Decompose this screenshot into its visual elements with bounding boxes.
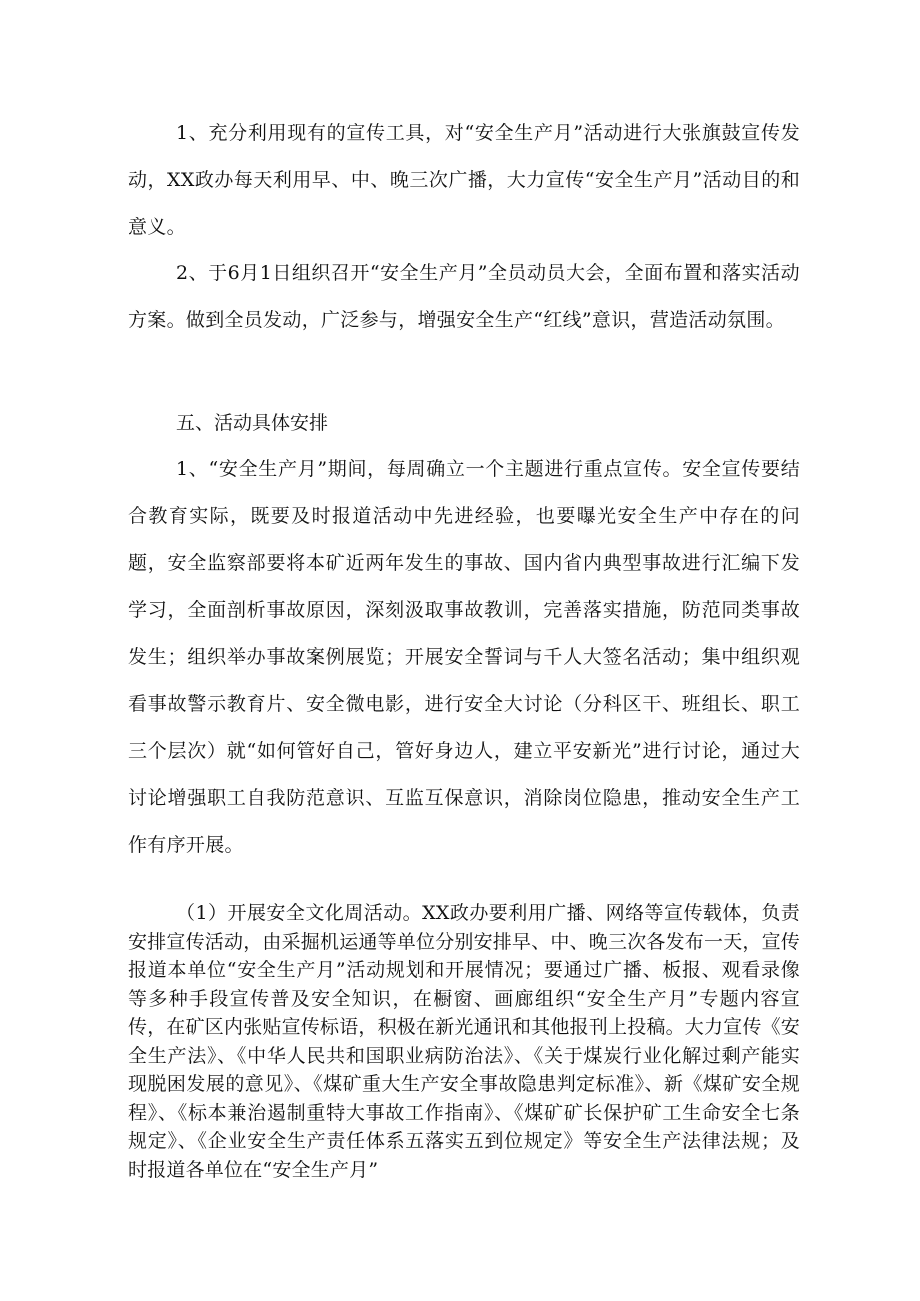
paragraph-publicity-tools: 1、充分利用现有的宣传工具，对“安全生产月”活动进行大张旗鼓宣传发动，XX政办每天利用早、中、晚三次广播，大力宣传“安全生产月”活动目的和意义。 xyxy=(128,122,800,238)
paragraph-weekly-theme: 1、“安全生产月”期间，每周确立一个主题进行重点宣传。安全宣传要结合教育实际，既要及时报道活动中先进经验，也要曝光安全生产中存在的问题，安全监察部要将本矿近两年发生的事故、国内省内典型事故进行汇编下发学习，全面剖析事故原因，深刻汲取事故教训，完善落实措施，防范同类事故发生；组织举办事故案例展览；开展安全誓词与千人大签名活动；集中组织观看事故警示教育片、安全微电影，进行安全大讨论（分科区干、班组长、职工三个层次）就“如何管好自己，管好身边人，建立平安新光”进行讨论，通过大讨论增强职工自我防范意识、互监互保意识，消除岗位隐患，推动安全生产工作有序开展。 xyxy=(128,458,800,856)
paragraph-mobilization-meeting: 2、于6月1日组织召开“安全生产月”全员动员大会，全面布置和落实活动方案。做到全员发动，广泛参与，增强安全生产“红线”意识，营造活动氛围。 xyxy=(128,262,800,331)
paragraph-safety-culture-week: （1）开展安全文化周活动。XX政办要利用广播、网络等宣传载体，负责安排宣传活动，由采掘机运通等单位分别安排早、中、晚三次各发布一天，宣传报道本单位“安全生产月”活动规划和开展情况；要通过广播、板报、观看录像等多种手段宣传普及安全知识，在橱窗、画廊组织“安全生产月”专题内容宣传，在矿区内张贴宣传标语，积极在新光通讯和其他报刊上投稿。大力宣传《安全生产法》、《中华人民共和国职业病防治法》、《关于煤炭行业化解过剩产能实现脱困发展的意见》、《煤矿重大生产安全事故隐患判定标准》、新《煤矿安全规程》、《标本兼治遏制重特大事故工作指南》、《煤矿矿长保护矿工生命安全七条规定》、《企业安全生产责任体系五落实五到位规定》等安全生产法律法规；及时报道各单位在“安全生产月” xyxy=(128,902,801,1181)
section-heading-activity-arrangement: 五、活动具体安排 xyxy=(176,412,329,434)
